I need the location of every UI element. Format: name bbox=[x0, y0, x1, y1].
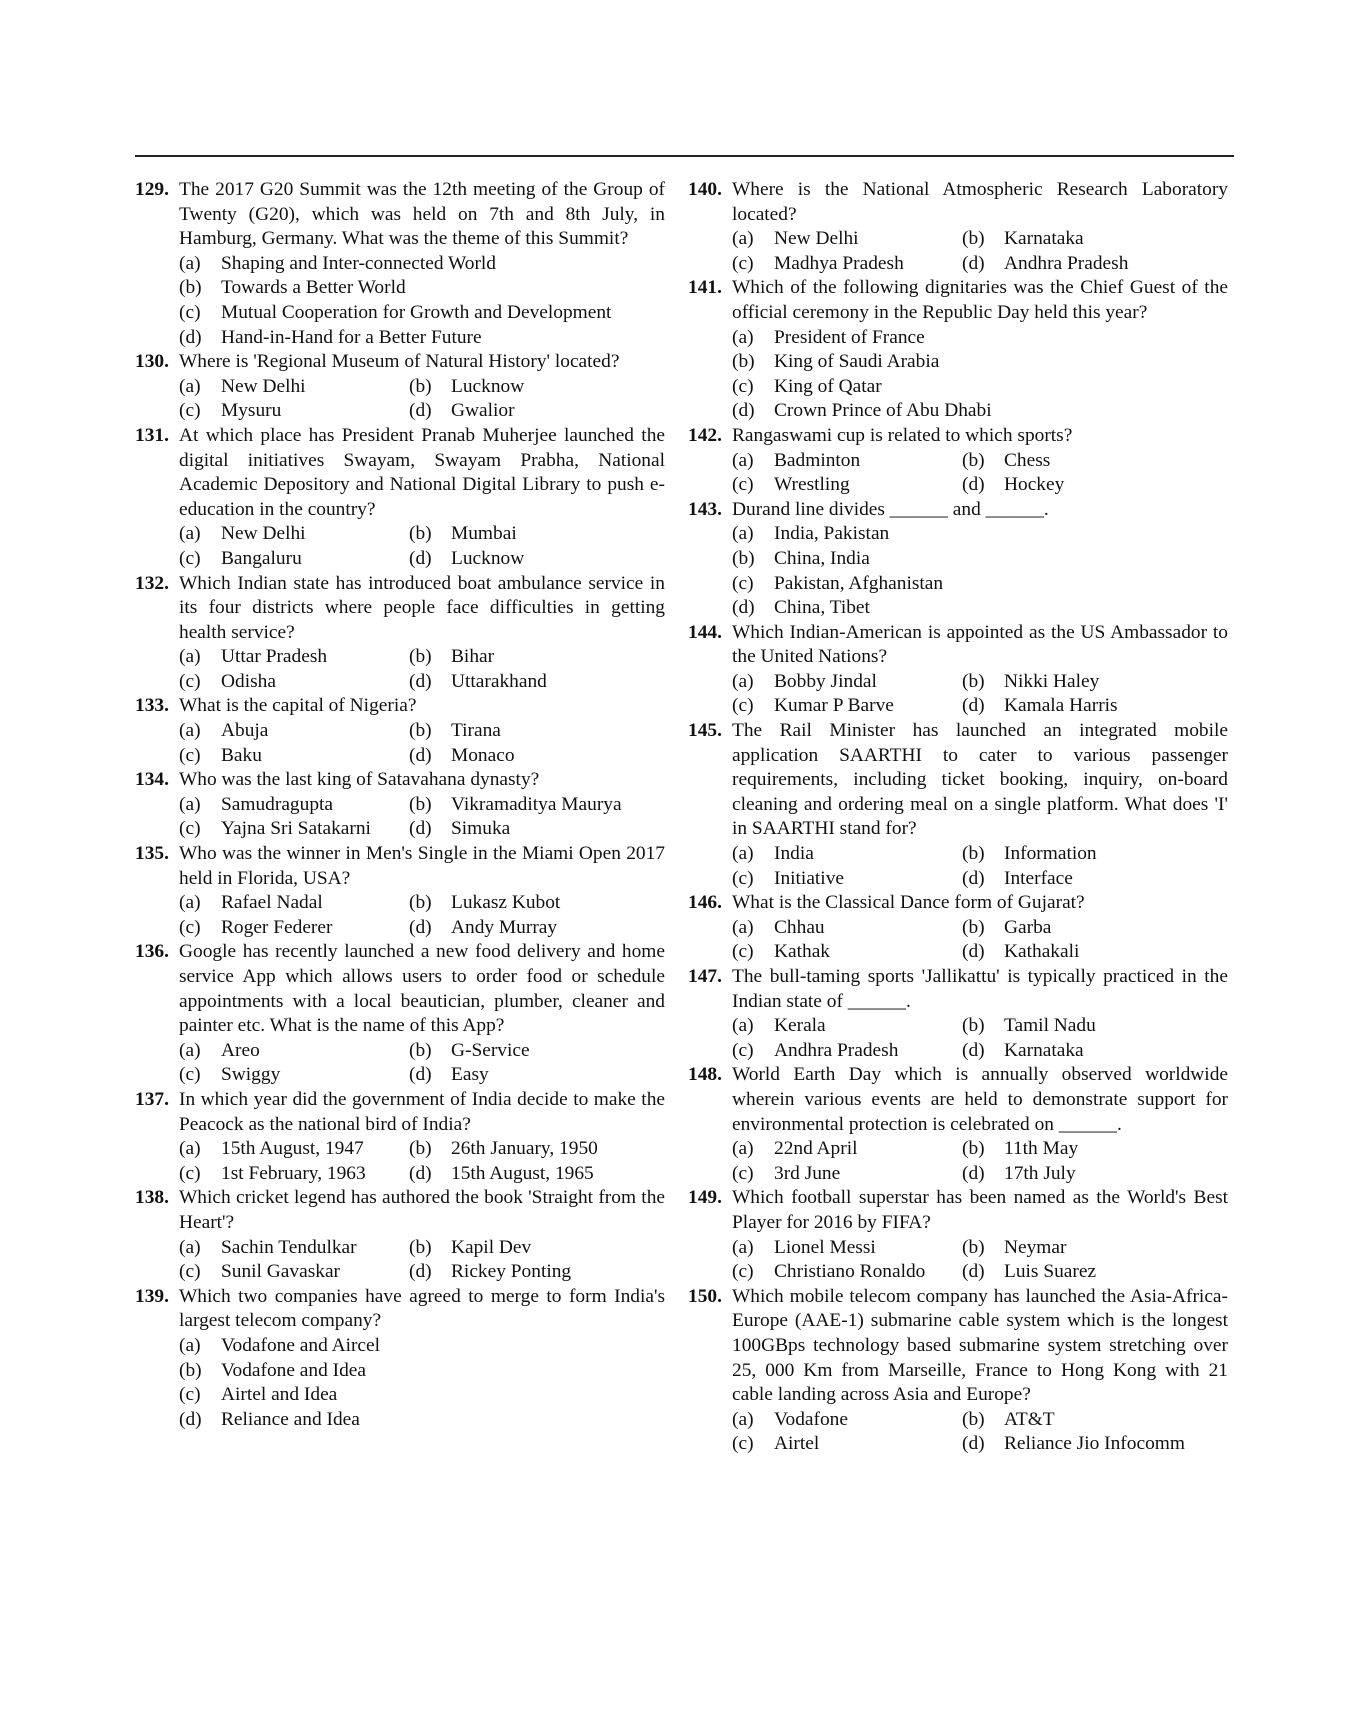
option-d: (d) Lucknow bbox=[409, 547, 525, 569]
option-c: (c) Pakistan, Afghanistan bbox=[732, 572, 944, 594]
question-number: 148. bbox=[688, 1064, 722, 1086]
option-c: (c) Wrestling bbox=[732, 474, 850, 496]
question-number: 136. bbox=[135, 941, 169, 963]
option-c: (c) Sunil Gavaskar bbox=[179, 1261, 341, 1283]
option-b: (b) Lucknow bbox=[409, 375, 525, 397]
option-a: (a) Abuja bbox=[179, 720, 269, 742]
option-d: (d) Luis Suarez bbox=[962, 1261, 1097, 1283]
option-c: (c) 1st February, 1963 bbox=[179, 1162, 366, 1184]
question-150 bbox=[688, 1285, 1228, 1457]
option-d: (d) Reliance Jio Infocomm bbox=[962, 1433, 1185, 1455]
option-a: (a) Rafael Nadal bbox=[179, 892, 323, 914]
option-b: (b) Bihar bbox=[409, 646, 495, 668]
option-a: (a) New Delhi bbox=[732, 228, 859, 250]
question-text: What is the capital of Nigeria? bbox=[179, 695, 417, 717]
option-d: (d) Kathakali bbox=[962, 941, 1080, 963]
option-a: (a) Vodafone bbox=[732, 1408, 848, 1430]
question-138 bbox=[135, 1186, 665, 1284]
question-number: 137. bbox=[135, 1088, 169, 1110]
option-a: (a) New Delhi bbox=[179, 523, 306, 545]
question-text: Where is 'Regional Museum of Natural History' located? bbox=[179, 351, 620, 373]
option-d: (d) Kamala Harris bbox=[962, 695, 1118, 717]
option-a: (a) Sachin Tendulkar bbox=[179, 1236, 357, 1258]
question-144 bbox=[688, 621, 1228, 719]
question-number: 142. bbox=[688, 424, 722, 446]
option-a: (a) New Delhi bbox=[179, 375, 306, 397]
option-d: (d) Simuka bbox=[409, 818, 511, 840]
option-a: (a) Bobby Jindal bbox=[732, 670, 877, 692]
option-d: (d) Monaco bbox=[409, 744, 515, 766]
question-text: What is the Classical Dance form of Gujarat? bbox=[732, 892, 1085, 914]
option-d: (d) Interface bbox=[962, 867, 1073, 889]
question-137 bbox=[135, 1088, 665, 1186]
option-b: (b) Chess bbox=[962, 449, 1051, 471]
option-b: (b) AT&T bbox=[962, 1408, 1055, 1430]
option-c: (c) Kathak bbox=[732, 941, 830, 963]
option-c: (c) King of Qatar bbox=[732, 375, 882, 397]
option-b: (b) Mumbai bbox=[409, 523, 517, 545]
option-c: (c) Airtel bbox=[732, 1433, 820, 1455]
question-131 bbox=[135, 424, 665, 572]
option-c: (c) Yajna Sri Satakarni bbox=[179, 818, 371, 840]
option-c: (c) Bangaluru bbox=[179, 547, 302, 569]
option-c: (c) Kumar P Barve bbox=[732, 695, 894, 717]
option-a: (a) India, Pakistan bbox=[732, 523, 890, 545]
option-b: (b) Tirana bbox=[409, 720, 501, 742]
option-a: (a) President of France bbox=[732, 326, 925, 348]
option-c: (c) Mysuru bbox=[179, 400, 282, 422]
question-text: Who was the winner in Men's Single in the Miami Open 2017 held in Florida, USA? bbox=[179, 843, 665, 889]
option-c: (c) 3rd June bbox=[732, 1162, 841, 1184]
option-b: (b) Vikramaditya Maurya bbox=[409, 793, 622, 815]
question-number: 144. bbox=[688, 621, 722, 643]
question-number: 141. bbox=[688, 277, 722, 299]
option-a: (a) Kerala bbox=[732, 1015, 826, 1037]
option-c: (c) Andhra Pradesh bbox=[732, 1039, 899, 1061]
option-a: (a) Vodafone and Aircel bbox=[179, 1334, 381, 1356]
question-142 bbox=[688, 424, 1228, 498]
option-a: (a) Areo bbox=[179, 1039, 260, 1061]
option-b: (b) China, India bbox=[732, 547, 870, 569]
option-c: (c) Roger Federer bbox=[179, 916, 333, 938]
option-b: (b) Nikki Haley bbox=[962, 670, 1100, 692]
question-text: Which Indian-American is appointed as the US Ambassador to the United Nations? bbox=[732, 621, 1228, 668]
option-a: (a) Lionel Messi bbox=[732, 1236, 876, 1258]
option-b: (b) King of Saudi Arabia bbox=[732, 351, 940, 373]
option-c: (c) Christiano Ronaldo bbox=[732, 1261, 926, 1283]
option-d: (d) Karnataka bbox=[962, 1039, 1084, 1061]
question-number: 149. bbox=[688, 1187, 722, 1209]
question-130 bbox=[135, 350, 665, 424]
question-text: Which football superstar has been named as the World's Best Player for 2016 by FIFA? bbox=[732, 1187, 1228, 1233]
question-text: Which two companies have agreed to merge to form India's largest telecom company? bbox=[179, 1285, 665, 1332]
option-c: (c) Madhya Pradesh bbox=[732, 252, 904, 274]
question-141 bbox=[688, 276, 1228, 424]
question-number: 130. bbox=[135, 351, 169, 373]
option-c: (c) Baku bbox=[179, 744, 262, 766]
question-number: 150. bbox=[688, 1285, 722, 1307]
question-text: Where is the National Atmospheric Research Laboratory located? bbox=[732, 179, 1228, 225]
question-148 bbox=[688, 1063, 1228, 1186]
question-number: 135. bbox=[135, 843, 169, 865]
option-b: (b) Information bbox=[962, 843, 1097, 865]
question-text: Which mobile telecom company has launched the Asia-Africa-Europe (AAE-1) submarine cable system which is the longest 100GBps technology based submarine system stretching over 25, 000 Km from Marseille, France to Hong Kong with 21 cable landing across Asia and Europe? bbox=[732, 1285, 1228, 1406]
option-c: (c) Airtel and Idea bbox=[179, 1384, 338, 1406]
question-145 bbox=[688, 719, 1228, 891]
option-d: (d) 15th August, 1965 bbox=[409, 1162, 594, 1184]
question-number: 134. bbox=[135, 769, 169, 791]
option-b: (b) Tamil Nadu bbox=[962, 1015, 1096, 1037]
question-number: 132. bbox=[135, 572, 169, 594]
question-text: Which cricket legend has authored the book 'Straight from the Heart'? bbox=[179, 1187, 665, 1233]
question-text: The bull-taming sports 'Jallikattu' is typically practiced in the Indian state of ______. bbox=[732, 966, 1228, 1012]
question-132 bbox=[135, 572, 665, 695]
question-text: In which year did the government of India decide to make the Peacock as the national bird of India? bbox=[179, 1088, 665, 1135]
option-b: (b) 26th January, 1950 bbox=[409, 1138, 598, 1160]
right-column bbox=[688, 178, 1228, 1457]
question-text: Which of the following dignitaries was the Chief Guest of the official ceremony in the Republic Day held this year? bbox=[732, 277, 1228, 323]
question-number: 145. bbox=[688, 720, 722, 742]
option-b: (b) Lukasz Kubot bbox=[409, 892, 561, 914]
question-number: 139. bbox=[135, 1285, 169, 1307]
option-d: (d) Rickey Ponting bbox=[409, 1261, 572, 1283]
option-c: (c) Mutual Cooperation for Growth and Development bbox=[179, 301, 612, 323]
question-number: 147. bbox=[688, 966, 722, 987]
question-147 bbox=[688, 965, 1228, 1063]
option-a: (a) Badminton bbox=[732, 449, 861, 471]
question-number: 138. bbox=[135, 1187, 169, 1209]
question-text: At which place has President Pranab Muherjee launched the digital initiatives Swayam, Swayam Prabha, National Academic Depository and National Digital Library to push e-education in the country? bbox=[179, 424, 665, 520]
option-d: (d) Reliance and Idea bbox=[179, 1408, 360, 1430]
option-d: (d) Hand-in-Hand for a Better Future bbox=[179, 326, 482, 348]
question-text: Rangaswami cup is related to which sports? bbox=[732, 424, 1073, 446]
option-d: (d) 17th July bbox=[962, 1162, 1076, 1184]
question-136 bbox=[135, 940, 665, 1088]
question-text: The 2017 G20 Summit was the 12th meeting of the Group of Twenty (G20), which was held on 7th and 8th July, in Hamburg, Germany. What was the theme of this Summit? bbox=[179, 179, 665, 250]
question-text: The Rail Minister has launched an integrated mobile application SAARTHI to cater to various passenger requirements, including ticket booking, inquiry, on-board cleaning and ordering meal on a single platform. What does 'I' in SAARTHI stand for? bbox=[732, 720, 1228, 840]
option-b: (b) G-Service bbox=[409, 1039, 530, 1061]
question-number: 146. bbox=[688, 892, 722, 914]
question-text: Who was the last king of Satavahana dynasty? bbox=[179, 769, 540, 791]
option-c: (c) Swiggy bbox=[179, 1064, 281, 1086]
question-139 bbox=[135, 1285, 665, 1433]
question-text: Durand line divides ______ and ______. bbox=[732, 498, 1049, 520]
option-a: (a) 22nd April bbox=[732, 1138, 858, 1160]
question-text: World Earth Day which is annually observed worldwide wherein various events are held to demonstrate support for environmental protection is celebrated on ______. bbox=[732, 1064, 1228, 1135]
option-a: (a) 15th August, 1947 bbox=[179, 1138, 364, 1160]
option-b: (b) Karnataka bbox=[962, 228, 1084, 250]
option-b: (b) Garba bbox=[962, 916, 1052, 938]
option-b: (b) Vodafone and Idea bbox=[179, 1359, 367, 1381]
question-129 bbox=[135, 178, 665, 350]
option-d: (d) China, Tibet bbox=[732, 597, 870, 619]
question-143 bbox=[688, 498, 1228, 621]
question-134 bbox=[135, 768, 665, 842]
left-column bbox=[135, 178, 665, 1432]
question-number: 143. bbox=[688, 498, 722, 520]
question-number: 131. bbox=[135, 424, 169, 446]
question-149 bbox=[688, 1186, 1228, 1284]
question-number: 140. bbox=[688, 179, 722, 200]
option-d: (d) Andy Murray bbox=[409, 916, 558, 938]
option-c: (c) Initiative bbox=[732, 867, 844, 889]
question-133 bbox=[135, 694, 665, 768]
question-140 bbox=[688, 178, 1228, 276]
option-a: (a) Samudragupta bbox=[179, 793, 334, 815]
option-d: (d) Gwalior bbox=[409, 400, 515, 422]
question-135 bbox=[135, 842, 665, 940]
option-b: (b) Neymar bbox=[962, 1236, 1067, 1258]
option-a: (a) Uttar Pradesh bbox=[179, 646, 328, 668]
option-a: (a) Shaping and Inter-connected World bbox=[179, 252, 496, 274]
question-number: 133. bbox=[135, 695, 169, 717]
option-d: (d) Crown Prince of Abu Dhabi bbox=[732, 400, 992, 422]
option-d: (d) Andhra Pradesh bbox=[962, 252, 1129, 274]
header-rule bbox=[135, 155, 1234, 157]
option-b: (b) Kapil Dev bbox=[409, 1236, 532, 1258]
option-a: (a) India bbox=[732, 843, 814, 865]
question-number: 129. bbox=[135, 179, 169, 200]
option-d: (d) Uttarakhand bbox=[409, 670, 547, 692]
option-b: (b) Towards a Better World bbox=[179, 277, 406, 299]
option-d: (d) Easy bbox=[409, 1064, 489, 1086]
option-c: (c) Odisha bbox=[179, 670, 276, 692]
question-text: Which Indian state has introduced boat ambulance service in its four districts where people face difficulties in getting health service? bbox=[179, 572, 665, 643]
option-b: (b) 11th May bbox=[962, 1138, 1079, 1160]
option-d: (d) Hockey bbox=[962, 474, 1065, 496]
question-text: Google has recently launched a new food delivery and home service App which allows users to order food or schedule appointments with a local beautician, plumber, cleaner and painter etc. What is the name of this App? bbox=[179, 941, 665, 1037]
option-a: (a) Chhau bbox=[732, 916, 825, 938]
question-146 bbox=[688, 891, 1228, 965]
